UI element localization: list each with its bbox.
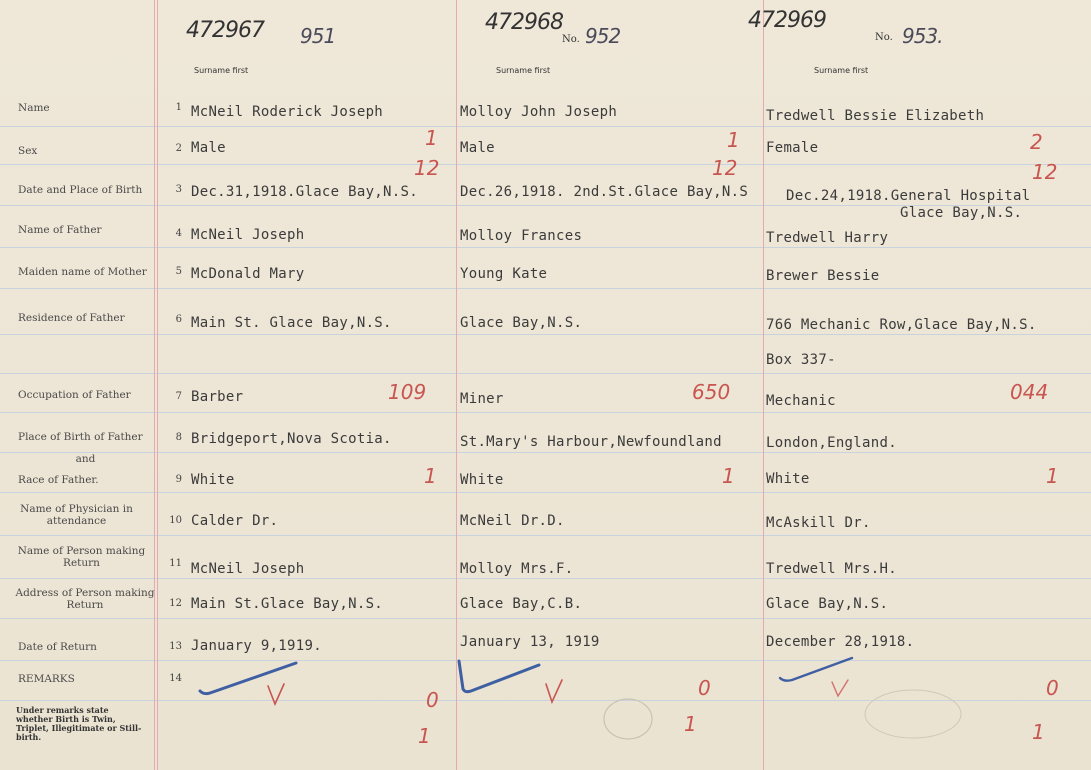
no-label: No. [562,34,580,45]
field-number: 7 [175,391,182,402]
father-residence-line-2: Box 337- [766,352,836,368]
no-label: No. [875,32,893,43]
informant-address: Main St.Glace Bay,N.S. [191,596,384,612]
sex-code: 1 [425,126,438,150]
field-label-remarks: REMARKS [18,673,75,685]
field-number: 13 [169,641,182,652]
surname-first-label: Surname first [194,66,249,75]
field-number: 9 [175,474,182,485]
surname-first-label: Surname first [814,66,869,75]
registration-number: 472967 [186,18,264,43]
father-occupation: Miner [460,391,504,407]
physician: Calder Dr. [191,513,279,529]
informant: McNeil Joseph [191,561,305,577]
birth-place-line-2: Glace Bay,N.S. [900,205,1023,221]
field-label-name: Name [18,102,50,114]
remarks-code: 0 [426,688,439,712]
physician: McNeil Dr.D. [460,513,565,529]
father-occupation: Mechanic [766,393,836,409]
father-residence: Glace Bay,N.S. [460,315,583,331]
race-code: 1 [424,464,437,488]
physician: McAskill Dr. [766,515,871,531]
remarks-code: 1 [1032,720,1045,744]
field-label-occupation: Occupation of Father [18,389,131,401]
field-number: 4 [175,228,182,239]
field-label-return-date: Date of Return [18,641,97,653]
field-label-birth: Date and Place of Birth [18,184,143,196]
child-name: Molloy John Joseph [460,104,618,120]
occupation-code: 044 [1010,380,1049,404]
remarks-instruction: Under remarks state whether Birth is Twin, Triplet, Illegitimate or Still-birth. [16,705,142,742]
blue-check-mark [455,655,545,700]
column-rule [154,0,155,770]
remarks-code: 0 [1046,676,1059,700]
birth-date-place: Dec.26,1918. 2nd.St.Glace Bay,N.S [460,184,749,200]
informant-address: Glace Bay,N.S. [766,596,889,612]
occupation-code: 650 [692,380,731,404]
father-birthplace: St.Mary's Harbour,Newfoundland [460,434,722,450]
field-number: 1 [175,102,182,113]
field-number: 2 [175,143,182,154]
field-label-mother: Maiden name of Mother [18,266,147,278]
rule-line [0,334,1091,335]
column-rule [763,0,764,770]
blue-check-mark [196,655,306,705]
father-name: Molloy Frances [460,228,583,244]
child-name: McNeil Roderick Joseph [191,104,384,120]
sex-code: 1 [727,128,740,152]
remarks-code: 1 [418,724,431,748]
occupation-code: 109 [388,380,427,404]
field-label-and: and [75,453,96,465]
rule-line [0,126,1091,127]
father-race: White [191,472,235,488]
rule-line [0,288,1091,289]
return-date: January 13, 1919 [460,634,600,650]
father-name: Tredwell Harry [766,230,889,246]
child-sex: Female [766,140,819,156]
field-number: 12 [169,598,182,609]
child-name: Tredwell Bessie Elizabeth [766,108,985,124]
father-race: White [766,471,810,487]
field-label-informant-address: Address of Person making Return [15,587,155,611]
rule-line [0,618,1091,619]
red-check-mark [264,680,288,708]
field-label-race: Race of Father. [18,474,99,486]
red-check-mark [828,676,852,700]
race-code: 1 [722,464,735,488]
field-label-informant: Name of Person making Return [17,545,146,569]
mother-maiden-name: Young Kate [460,266,548,282]
father-occupation: Barber [191,389,244,405]
mother-maiden-name: Brewer Bessie [766,268,880,284]
father-birthplace: Bridgeport,Nova Scotia. [191,431,392,447]
registration-number: 472968 [485,10,563,35]
field-label-residence: Residence of Father [18,312,125,324]
remarks-code: 0 [698,676,711,700]
rule-line [0,535,1091,536]
field-label-father: Name of Father [18,224,102,236]
field-label-physician: Name of Physician in attendance [20,503,133,527]
entry-number: 952 [585,24,621,48]
rule-line [0,164,1091,165]
rule-line [0,412,1091,413]
entry-number: 951 [300,24,336,48]
return-date: December 28,1918. [766,634,915,650]
field-number: 6 [175,314,182,325]
field-number: 5 [175,266,182,277]
field-number: 3 [175,184,182,195]
field-number: 8 [175,432,182,443]
father-name: McNeil Joseph [191,227,305,243]
field-number: 11 [169,558,182,569]
birth-date-place: Dec.31,1918.Glace Bay,N.S. [191,184,418,200]
informant-address: Glace Bay,C.B. [460,596,583,612]
rule-line [0,578,1091,579]
father-residence: Main St. Glace Bay,N.S. [191,315,392,331]
rule-line [0,492,1091,493]
father-race: White [460,472,504,488]
field-label-sex: Sex [18,145,38,157]
field-number: 14 [169,673,182,684]
field-number: 10 [169,515,182,526]
informant: Tredwell Mrs.H. [766,561,897,577]
father-residence: 766 Mechanic Row,Glace Bay,N.S. [766,317,1037,333]
surname-first-label: Surname first [496,66,551,75]
field-label-father-birthplace: Place of Birth of Father [18,431,143,443]
remarks-code: 1 [684,712,697,736]
rule-line [0,452,1091,453]
birth-code: 12 [414,156,440,180]
red-check-mark [542,676,566,706]
pencil-mark [598,694,658,744]
birth-date-place: Dec.24,1918.General Hospital [786,188,1031,204]
race-code: 1 [1046,464,1059,488]
entry-number: 953. [902,24,943,48]
informant: Molloy Mrs.F. [460,561,574,577]
rule-line [0,660,1091,661]
return-date: January 9,1919. [191,638,322,654]
column-rule [157,0,158,770]
registration-number: 472969 [748,8,826,33]
pencil-mark [858,684,968,744]
birth-code: 12 [1032,160,1058,184]
father-birthplace: London,England. [766,435,897,451]
mother-maiden-name: McDonald Mary [191,266,305,282]
sex-code: 2 [1030,130,1043,154]
child-sex: Male [460,140,495,156]
child-sex: Male [191,140,226,156]
rule-line [0,373,1091,374]
birth-code: 12 [712,156,738,180]
rule-line [0,247,1091,248]
